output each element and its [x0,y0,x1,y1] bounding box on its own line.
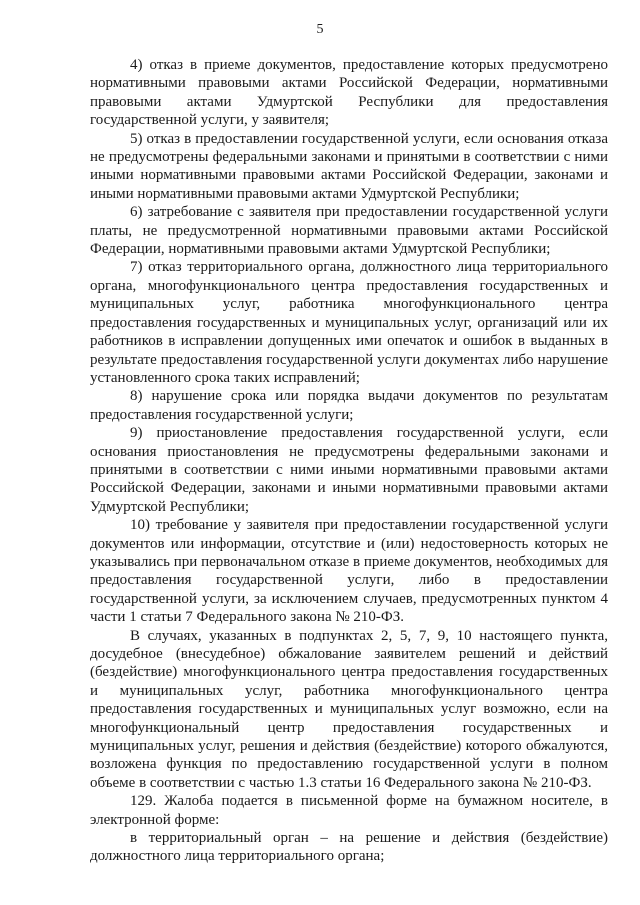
page-number: 5 [316,22,324,37]
paragraph-item-8: 8) нарушение срока или порядка выдачи документов по результатам предоставления государственной услуги; [90,388,608,423]
paragraph-129: 129. Жалоба подается в письменной форме на бумажном носителе, в электронной форме: [90,793,608,828]
paragraph-item-6: 6) затребование с заявителя при предоставлении государственной услуги платы, не предусмотренной нормативными правовыми актами Российской Федерации, нормативными правовыми актами Удмуртской Республики; [90,204,608,258]
paragraph-item-4: 4) отказ в приеме документов, предоставление которых предусмотрено нормативными правовыми актами Российской Федерации, нормативными правовыми актами Удмуртской Республики для предоставления государственной услуги, у заявителя; [90,57,608,129]
paragraph-territorial-organ: в территориальный орган – на решение и действия (бездействие) должностного лица территориального органа; [90,830,608,865]
paragraph-item-10: 10) требование у заявителя при предоставлении государственной услуги документов или информации, отсутствие и (или) недостоверность которых не указывались при первоначальном отказе в приеме документов, необходимых для предоставления государственной услуги, либо в предоставлении государственной услуги, за исключением случаев, предусмотренных пунктом 4 части 1 статьи 7 Федерального закона № 210-ФЗ. [90,517,608,626]
document-body [90,56,608,866]
paragraph-item-9: 9) приостановление предоставления государственной услуги, если основания приостановления не предусмотрены федеральными законами и принятыми в соответствии с ними иными нормативными правовыми актами Российской Федерации, законами и иными нормативными правовыми актами Удмуртской Республики; [90,425,608,515]
paragraph-special-cases: В случаях, указанных в подпунктах 2, 5, 7, 9, 10 настоящего пункта, досудебное (внесудебное) обжалование заявителем решений и действий (бездействие) многофункционального центра предоставления государственных и муниципальных услуг, работника многофункционального центра предоставления государственных и муниципальных услуг возможно, если на многофункциональный центр предоставления государственных и муниципальных услуг, решения и действия (бездействие) которого обжалуются, возложена функция по предоставлению государственной услуги в полном объеме в соответствии с частью 1.3 статьи 16 Федерального закона № 210-ФЗ. [90,627,608,791]
paragraph-item-5: 5) отказ в предоставлении государственной услуги, если основания отказа не предусмотрены федеральными законами и принятыми в соответствии с ними иными нормативными правовыми актами Российской Федерации, законами и иными нормативными правовыми актами Удмуртской Республики; [90,130,608,202]
paragraph-item-7: 7) отказ территориального органа, должностного лица территориального органа, многофункционального центра предоставления государственных и муниципальных услуг, работника многофункционального центра предоставления государственных и муниципальных услуг, организаций или их работников в исправлении допущенных ими опечаток и ошибок в выданных в результате предоставления государственной услуги документах либо нарушение установленного срока таких исправлений; [90,259,608,386]
